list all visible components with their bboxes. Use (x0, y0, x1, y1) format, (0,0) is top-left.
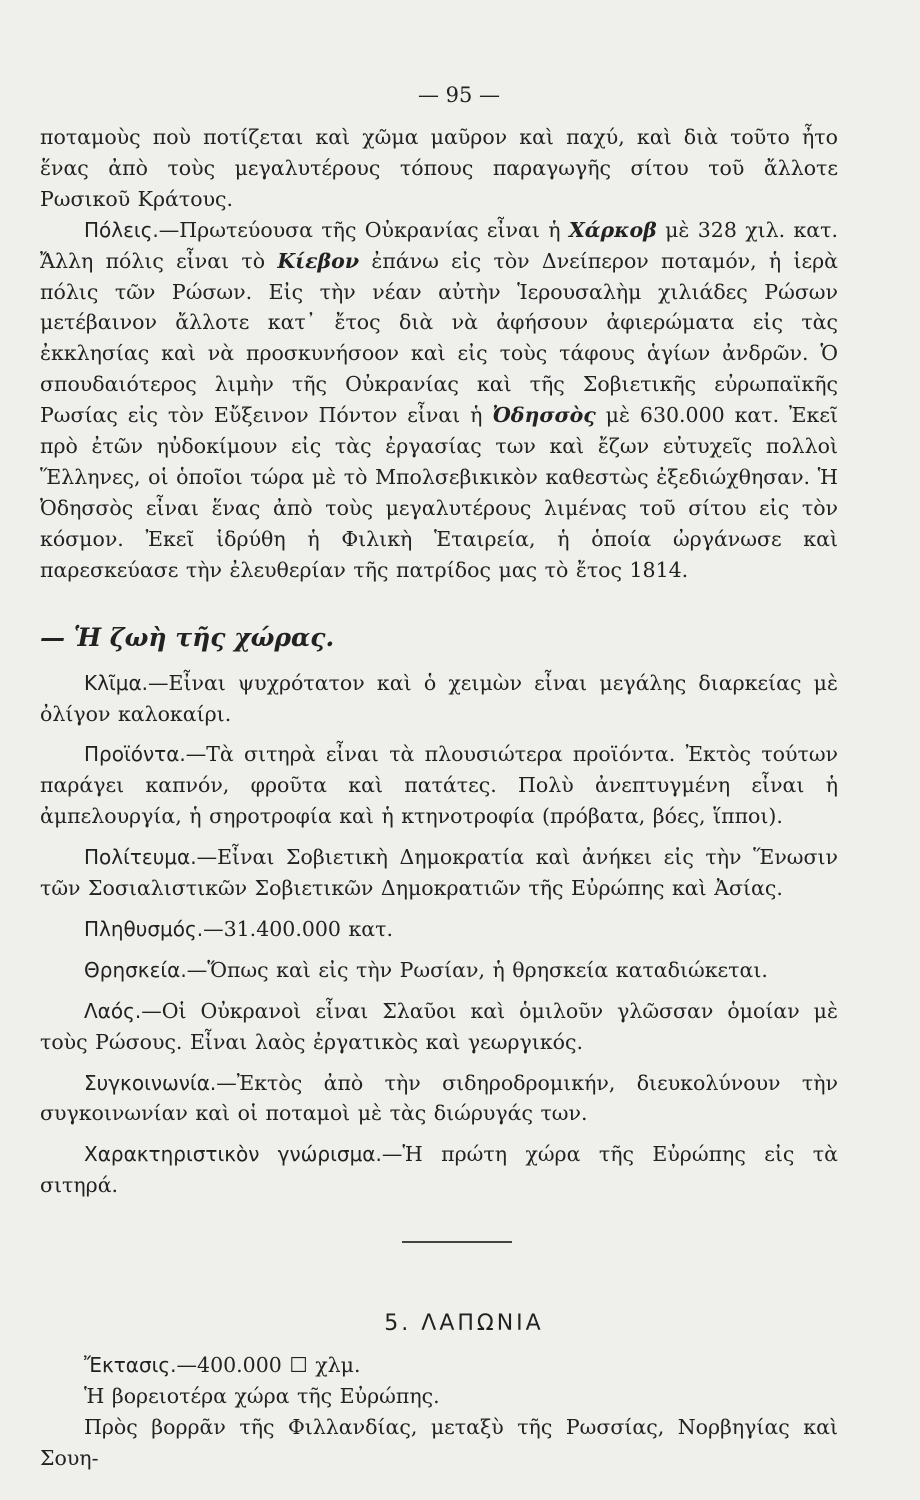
topic-text: —Ἡ πρώτη χώρα τῆς Εὐρώπης εἰς τὰ σιτηρά. (40, 1142, 838, 1198)
topic-text: —Τὰ σιτηρὰ εἶναι τὰ πλουσιώτερα προϊόντα. Ἐκτὸς τούτων παράγει καπνόν, φροῦτα καὶ πατάτες. Πολὺ ἀνεπτυγμένη εἶναι ἡ ἀμπελουργία, ἡ σηροτροφία καὶ ἡ κτηνοτροφία (πρόβατα, βόες, ἵπποι). (40, 742, 838, 829)
topic-people (40, 996, 838, 1058)
city-kiev: Κίεβον (277, 248, 360, 273)
topic-climate (40, 668, 838, 730)
topic-heading: Συγκοινωνία. (84, 1070, 217, 1095)
paragraph-intro: ποταμοὺς ποὺ ποτίζεται καὶ χῶμα μαῦρον καὶ παχύ, καὶ διὰ τοῦτο ἦτο ἕνας ἀπὸ τοὺς μεγαλυτέρους τόπους παραγωγῆς σίτου τοῦ ἄλλοτε Ρωσικοῦ Κράτους. (40, 125, 838, 211)
topic-text: —31.400.000 κατ. (203, 916, 393, 941)
topic-religion (40, 955, 838, 986)
topic-heading: Χαρακτηριστικὸν γνώρισμα. (84, 1142, 382, 1167)
section-title: — Ἡ ζωὴ τῆς χώρας. (40, 622, 335, 652)
topic-heading: Πληθυσμός. (84, 916, 204, 941)
cities-text-2: μὲ 328 χιλ. κατ. Ἄλλη πόλις εἶναι τὸ (40, 217, 839, 273)
page-number: — 95 — (417, 83, 501, 107)
topic-heading: Κλῖμα. (84, 670, 148, 695)
section-divider (402, 1241, 512, 1243)
lapland-location (40, 1412, 838, 1474)
paragraph-cities (40, 215, 838, 586)
topic-text: —Οἱ Οὐκρανοὶ εἶναι Σλαῦοι καὶ ὁμιλοῦν γλῶσσαν ὁμοίαν μὲ τοὺς Ρώσους. Εἶναι λαὸς ἐργατικὸς καὶ γεωργικός. (40, 998, 838, 1054)
cities-text-3: ἐπάνω εἰς τὸν Δνείπερον ποταμόν, ἡ ἱερὰ πόλις τῶν Ρώσων. Εἰς τὴν νέαν αὐτὴν Ἱερουσαλὴμ χιλιάδες Ρώσων μετέβαινον ἄλλοτε κατ᾽ ἔτος διὰ νὰ ἀφήσουν ἀφιερώματα εἰς τὰς ἐκκλησίας καὶ νὰ προσκυνήσοον καὶ εἰς τοὺς τάφους ἁγίων ἀνδρῶν. Ὁ σπουδαιότερος λιμὴν τῆς Οὐκρανίας καὶ τῆς Σοβιετικῆς εὐρωπαϊκῆς Ρωσίας εἰς τὸν Εὔξεινον Πόντον εἶναι ἡ (40, 248, 839, 428)
topic-text: —Εἶναι ψυχρότατον καὶ ὁ χειμὼν εἶναι μεγάλης διαρκείας μὲ ὀλίγον καλοκαίρι. (40, 670, 838, 726)
topic-text: —Ὅπως καὶ εἰς τὴν Ρωσίαν, ἡ θρησκεία καταδιώκεται. (186, 957, 768, 982)
topic-transport (40, 1068, 838, 1130)
cities-text-1: —Πρωτεύουσα τῆς Οὐκρανίας εἶναι ἡ (158, 217, 569, 242)
topic-heading: Πολίτευμα. (84, 845, 197, 870)
topic-population (40, 914, 838, 945)
topic-heading: Λαός. (84, 998, 142, 1023)
topic-text: —400.000 ☐ χλμ. (176, 1353, 361, 1378)
city-odessa: Ὀδησσὸς (492, 403, 596, 428)
topic-text: —Εἶναι Σοβιετικὴ Δημοκρατία καὶ ἀνήκει εἰς τὴν Ἕνωσιν τῶν Σοσιαλιστικῶν Σοβιετικῶν Δημοκρατιῶν τῆς Εὐρώπης καὶ Ἀσίας. (40, 845, 838, 901)
chapter-title: 5. ΛΑΠΩΝΙΑ (384, 1311, 544, 1337)
topic-text: Ἡ βορειοτέρα χώρα τῆς Εὐρώπης. (84, 1384, 440, 1409)
topic-products (40, 739, 838, 832)
topic-text: Πρὸς βορρᾶν τῆς Φιλλανδίας, μεταξὺ τῆς Ρωσσίας, Νορβηγίας καὶ Σουη- (40, 1415, 838, 1470)
topic-text: —Ἐκτὸς ἀπὸ τὴν σιδηροδρομικήν, διευκολύνουν τὴν συγκοινωνίαν καὶ οἱ ποταμοὶ μὲ τὰς διώρυγάς των. (40, 1070, 838, 1126)
city-kharkov: Χάρκοβ (568, 217, 657, 242)
cities-text-4: μὲ 630.000 κατ. Ἐκεῖ πρὸ ἐτῶν ηὐδοκίμουν εἰς τὰς ἐργασίας των καὶ ἔζων εὐτυχεῖς πολλοὶ Ἕλληνες, οἱ ὁποῖοι τώρα μὲ τὸ Μπολσεβικικὸν καθεστὼς ἐξεδιώχθησαν. Ἡ Ὀδησσὸς εἶναι ἕνας ἀπὸ τοὺς μεγαλυτέρους λιμένας τοῦ σίτου εἰς τὸν κόσμον. Ἐκεῖ ἱδρύθη ἡ Φιλικὴ Ἑταιρεία, ἡ ὁποία ὠργάνωσε καὶ παρεσκεύασε τὴν ἐλευθερίαν τῆς πατρίδος μας τὸ ἔτος 1814. (40, 403, 838, 582)
topic-heading: Θρησκεία. (84, 957, 187, 982)
lapland-area (40, 1350, 838, 1381)
topic-government (40, 842, 838, 904)
cities-heading: Πόλεις. (84, 217, 159, 242)
topic-characteristic (40, 1139, 838, 1201)
lapland-northernmost (40, 1381, 838, 1412)
topic-heading: Ἔκτασις. (84, 1353, 177, 1378)
topic-heading: Προϊόντα. (84, 742, 186, 767)
